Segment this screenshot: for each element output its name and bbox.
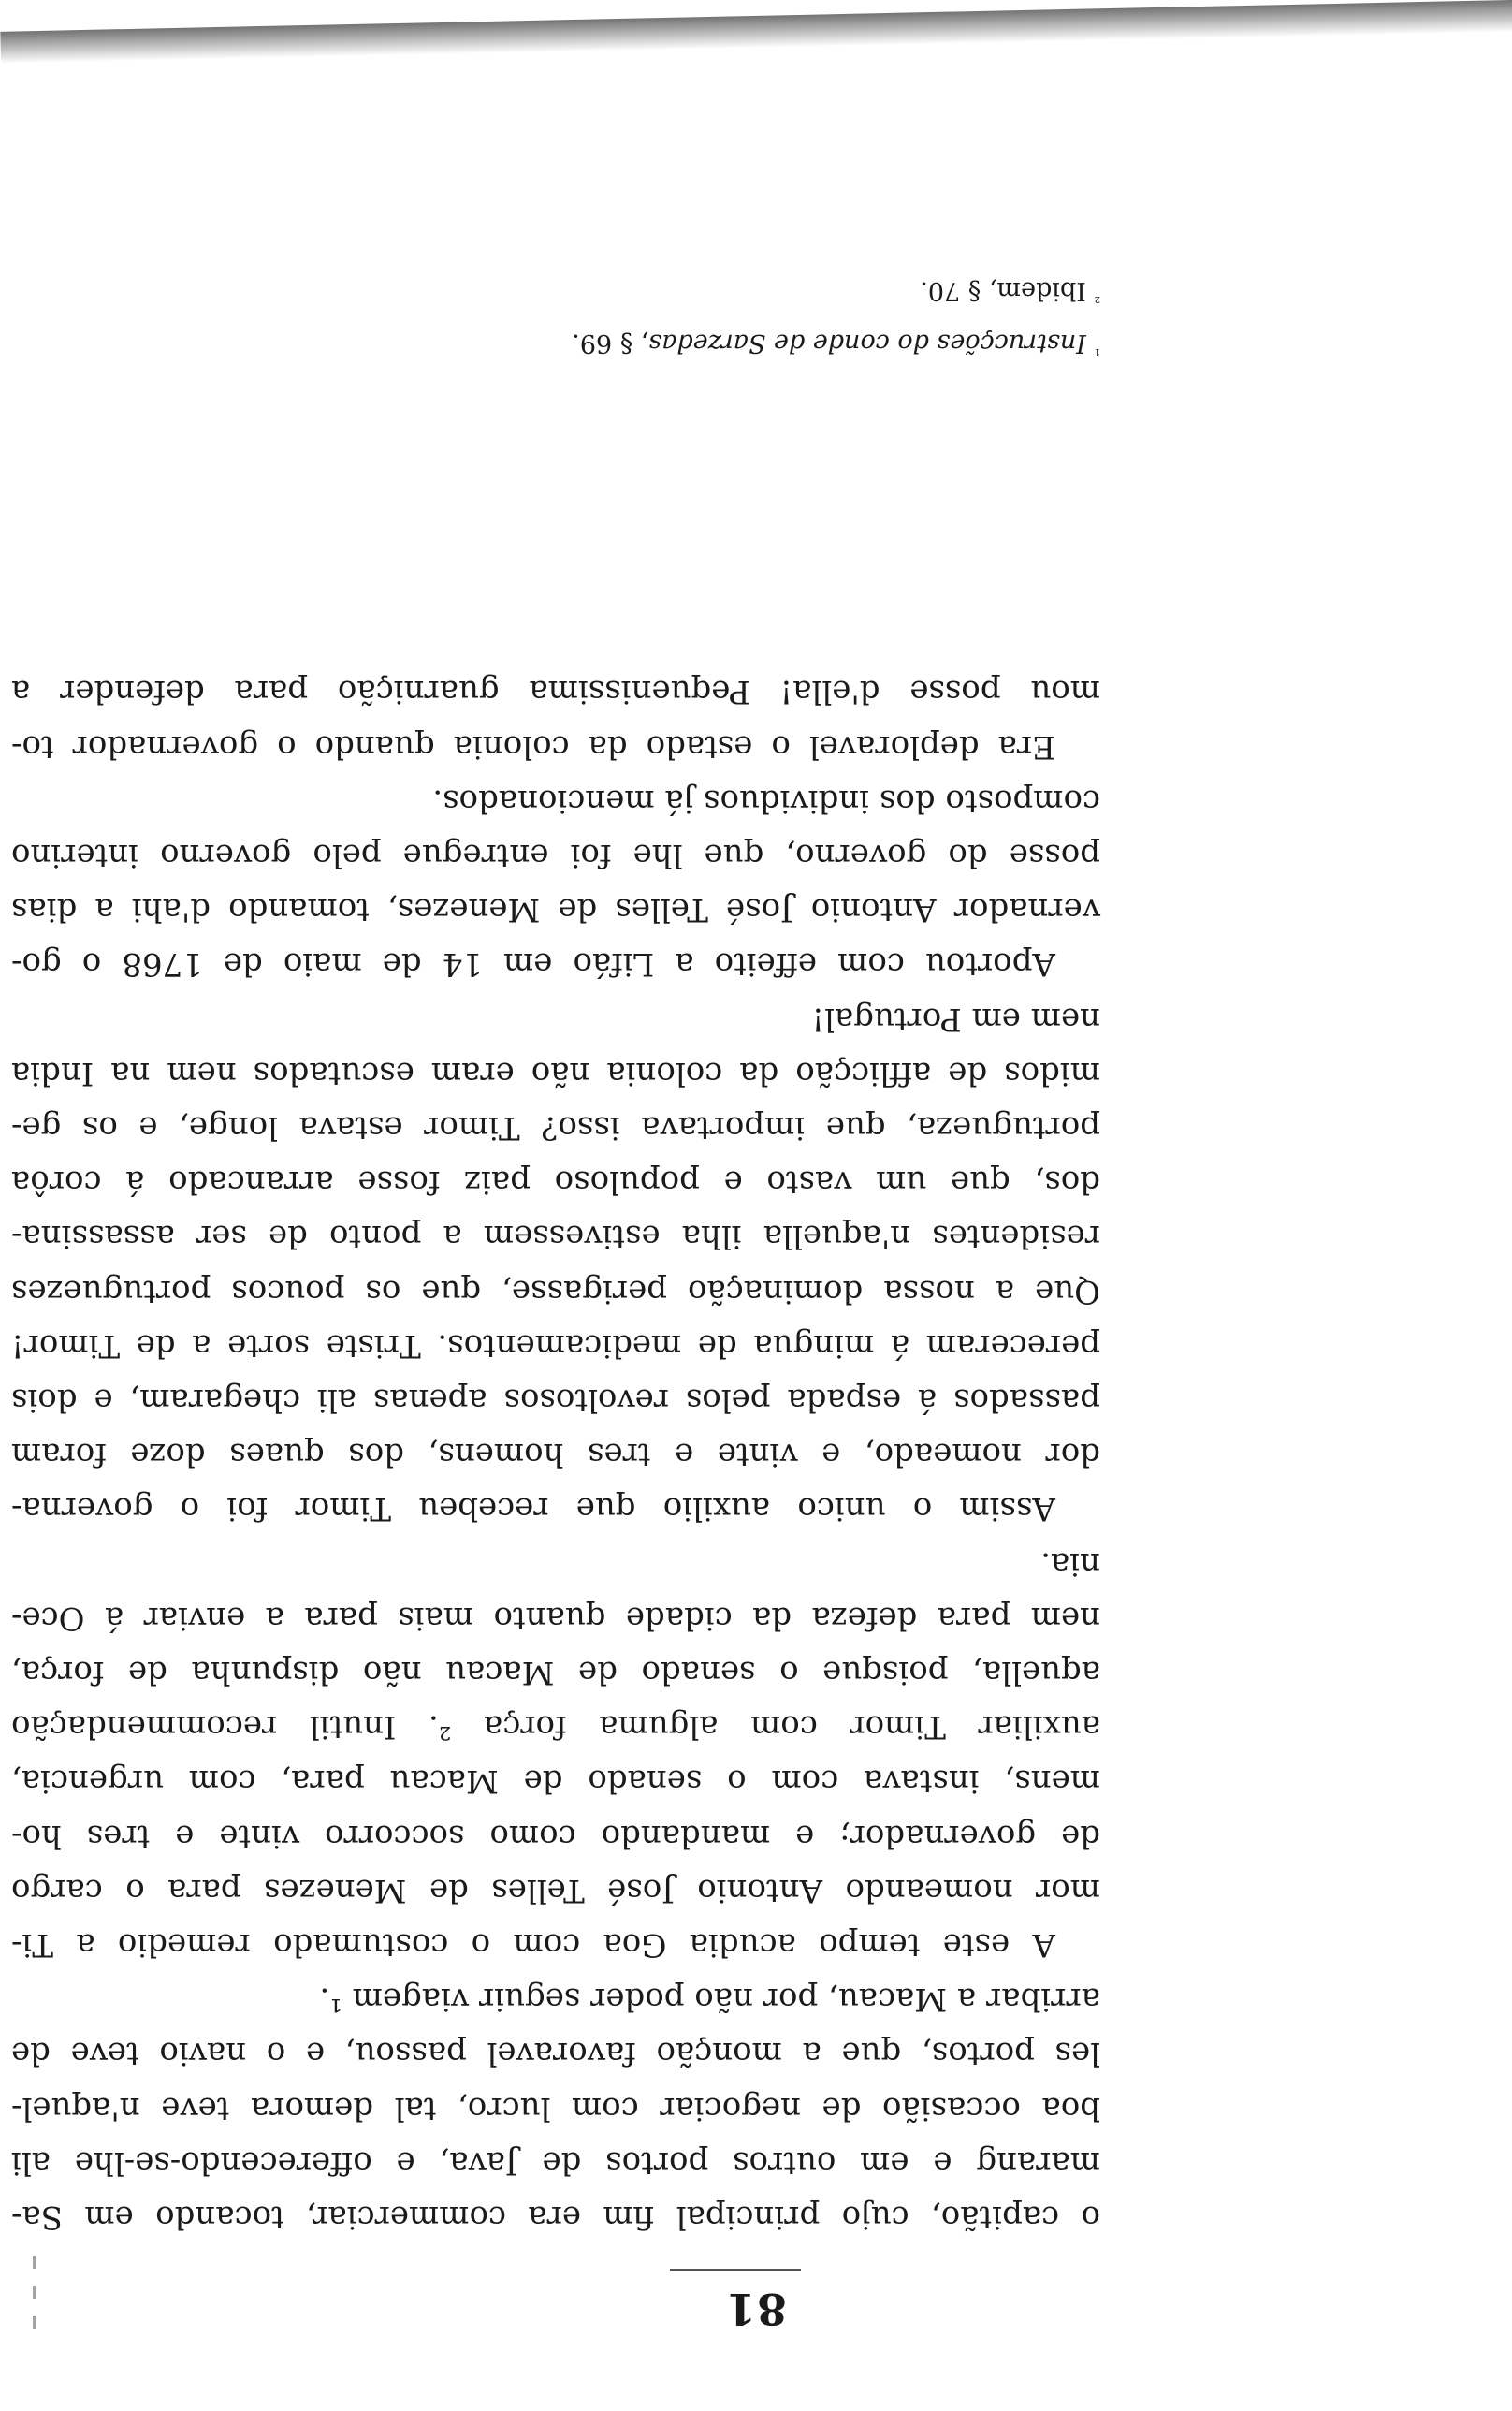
text-line: nia. xyxy=(1040,1544,1100,1583)
text-line: dos, que um vasto e populoso paiz fosse arrancado á corôa xyxy=(11,1163,1100,1202)
text-line: aquella, poisque o senado de Macau não dispunha de força, xyxy=(11,1653,1100,1691)
text-line: Aportou com effeito a Lifáo em 14 de maio de 1768 o go- xyxy=(11,945,1055,984)
text-line: Assim o unico auxilio que recebeu Timor foi o governa- xyxy=(11,1490,1055,1528)
footnote-text: Ibidem, § 70. xyxy=(920,276,1086,305)
footnotes xyxy=(24,264,1100,369)
text-line: residentes n'aquella ilha estivessem a ponto de ser assassina- xyxy=(11,1218,1100,1256)
text-line: midos de afflicção da colonia não eram escutados nem na India xyxy=(11,1054,1100,1092)
footnote-mark: ¹ xyxy=(1094,341,1100,358)
header-rule xyxy=(670,2269,801,2271)
text-line: nem em Portugal! xyxy=(811,1000,1100,1038)
footnote-title: Instrucções do conde de Sarzedas xyxy=(648,329,1086,358)
text-line: pereceram á mingua de medicamentos. Triste sorte a de Timor! xyxy=(11,1326,1100,1365)
text-line: auxiliar Timor com alguma força ². Inutil recommendação xyxy=(11,1708,1100,1746)
text-line: de governador; e mandando como soccorro vinte e tres ho- xyxy=(11,1817,1100,1855)
footnote-ref: , § 69. xyxy=(572,329,649,358)
text-line: les portos, que a monção favoravel passou, e o navio teve de xyxy=(11,2035,1100,2073)
text-line: marang e em outros portos de Java, e offerecendo-se-lhe ali xyxy=(11,2143,1100,2182)
footnote xyxy=(24,264,1100,316)
scan-edge-shadow xyxy=(0,0,1512,64)
text-line: mou posse d'ella! Pequenissima guarnição para defender a xyxy=(11,673,1100,711)
text-line: Era deploravel o estado da colonia quando o governador to- xyxy=(11,727,1055,766)
text-line: nem para defeza da cidade quanto mais para a enviar á Oce- xyxy=(11,1599,1100,1637)
text-line: portugueza, que importava isso? Timor estava longe, e os ge- xyxy=(11,1108,1100,1147)
text-line: boa occasião de negociar com lucro, tal demora teve n'aquel- xyxy=(11,2089,1100,2127)
text-line: A este tempo acudia Goa com o costumado remedio a Ti- xyxy=(11,1925,1055,1964)
text-line: arribar a Macau, por não poder seguir viagem ¹. xyxy=(319,1980,1100,2019)
text-line: o capitão, cujo principal fim era commerciar, tocando em Sa- xyxy=(11,2199,1100,2236)
text-line: Que a nossa dominação perigasse, que os poucos portuguezes xyxy=(11,1272,1100,1310)
text-line: composto dos individuos já mencionados. xyxy=(432,782,1100,820)
text-line: vernador Antonio José Telles de Menezes, tomando d'ahi a dias xyxy=(11,891,1100,929)
page-number: 81 xyxy=(725,2284,788,2334)
text-line: passados á espada pelos revoltosos apenas ali chegaram, e dois xyxy=(11,1381,1100,1419)
footnote-mark: ² xyxy=(1094,288,1100,306)
body-text xyxy=(11,665,1100,2244)
text-line: dor nomeado, e vinte e tres homens, dos quaes doze foram xyxy=(11,1436,1100,1474)
text-line: mor nomeando Antonio José Telles de Menezes para o cargo xyxy=(11,1871,1100,1909)
footnote xyxy=(24,316,1100,369)
text-line: mens, instava com o senado de Macau para, com urgencia, xyxy=(11,1762,1100,1801)
text-line: posse do governo, que lhe foi entregue pelo governo interino xyxy=(11,836,1100,874)
